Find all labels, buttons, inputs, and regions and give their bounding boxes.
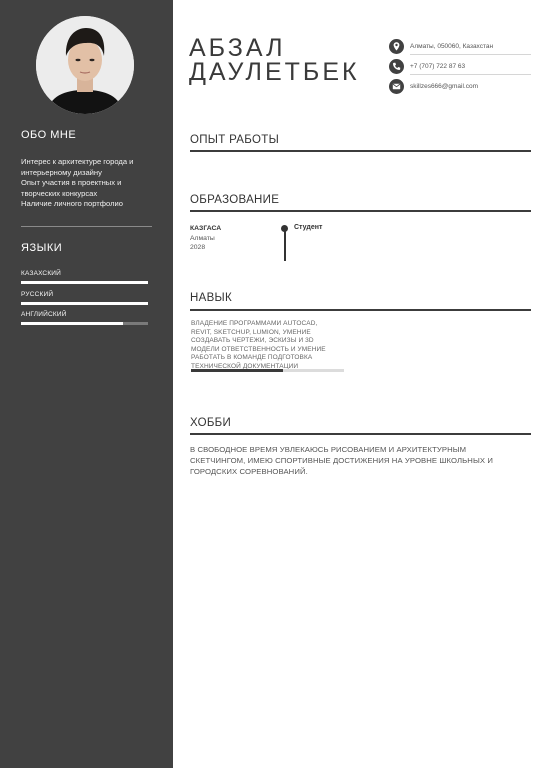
phone-text: +7 (707) 722 87 63 (410, 63, 466, 70)
language-level-bar (21, 322, 148, 325)
languages-heading: ЯЗЫКИ (21, 242, 63, 254)
skills-rule (190, 309, 531, 311)
hobby-line: В СВОБОДНОЕ ВРЕМЯ УВЛЕКАЮСЬ РИСОВАНИЕМ И АРХИТЕКТУРНЫМ (190, 445, 467, 454)
language-level-fill (21, 281, 148, 284)
hobby-text (190, 444, 530, 477)
sidebar (0, 0, 173, 768)
language-level-bar (21, 281, 148, 284)
hobby-line: ГОРОДСКИХ СОРЕВНОВАНИЙ. (190, 467, 308, 476)
about-text (21, 157, 156, 210)
email-icon (389, 79, 404, 94)
contact-divider (410, 74, 531, 75)
skill-level-fill (191, 369, 283, 372)
skill-line: РАБОТАТЬ В КОМАНДЕ ПОДГОТОВКА (191, 354, 313, 361)
education-rule (190, 210, 531, 212)
school-name: КАЗГАСА (190, 225, 222, 232)
email-text: skillzes666@gmail.com (410, 83, 479, 90)
timeline-line (284, 230, 286, 261)
about-line: интерьерному дизайну (21, 167, 102, 177)
hobby-heading: ХОББИ (190, 417, 232, 429)
skill-line: МОДЕЛИ ОТВЕТСТВЕННОСТЬ И УМЕНИЕ (191, 345, 326, 353)
language-name: РУССКИЙ (21, 291, 54, 298)
language-level-fill (21, 322, 123, 325)
address-text: Алматы, 050060, Казахстан (410, 43, 494, 50)
education-entry (190, 224, 221, 253)
sidebar-divider (21, 226, 152, 227)
language-level-fill (21, 302, 148, 305)
skill-line: REVIT, SKETCHUP, LUMION, УМЕНИЕ (191, 328, 311, 336)
school-city: Алматы (190, 234, 215, 242)
language-name: АНГЛИЙСКИЙ (21, 311, 67, 318)
skill-line: ТЕХНИЧЕСКОЙ ДОКУМЕНТАЦИИ (191, 362, 299, 370)
language-item (21, 291, 148, 305)
first-name: АБЗАЛ (189, 34, 286, 62)
graduation-year: 2028 (190, 244, 206, 251)
last-name: ДАУЛЕТБЕК (189, 58, 360, 86)
hobby-line: СКЕТЧИНГОМ, ИМЕЮ СПОРТИВНЫЕ ДОСТИЖЕНИЯ НА УРОВНЕ ШКОЛЬНЫХ И (190, 456, 493, 465)
skill-line: СОЗДАВАТЬ ЧЕРТЕЖИ, ЭСКИЗЫ И 3D (191, 337, 314, 344)
skill-level-bar (191, 369, 344, 372)
language-name: КАЗАХСКИЙ (21, 270, 62, 277)
skills-heading: НАВЫК (190, 292, 233, 304)
phone-icon (389, 59, 404, 74)
degree-title: Студент (294, 224, 323, 231)
about-line: творческих конкурсах (21, 188, 98, 198)
education-heading: ОБРАЗОВАНИЕ (190, 194, 280, 206)
location-icon (389, 39, 404, 54)
about-line: Наличие личного портфолио (21, 199, 123, 208)
skills-text (191, 320, 351, 371)
hobby-rule (190, 433, 531, 435)
about-line: Интерес к архитектуре города и (21, 157, 134, 166)
contact-divider (410, 54, 531, 55)
candidate-name (189, 36, 360, 84)
experience-heading: ОПЫТ РАБОТЫ (190, 134, 280, 146)
language-item (21, 270, 148, 284)
language-level-bar (21, 302, 148, 305)
skill-line: ВЛАДЕНИЕ ПРОГРАММАМИ AUTOCAD, (191, 320, 318, 327)
about-heading: ОБО МНЕ (21, 129, 77, 141)
about-line: Опыт участия в проектных и (21, 178, 122, 187)
experience-rule (190, 150, 531, 152)
profile-photo (36, 16, 134, 114)
language-item (21, 311, 148, 325)
